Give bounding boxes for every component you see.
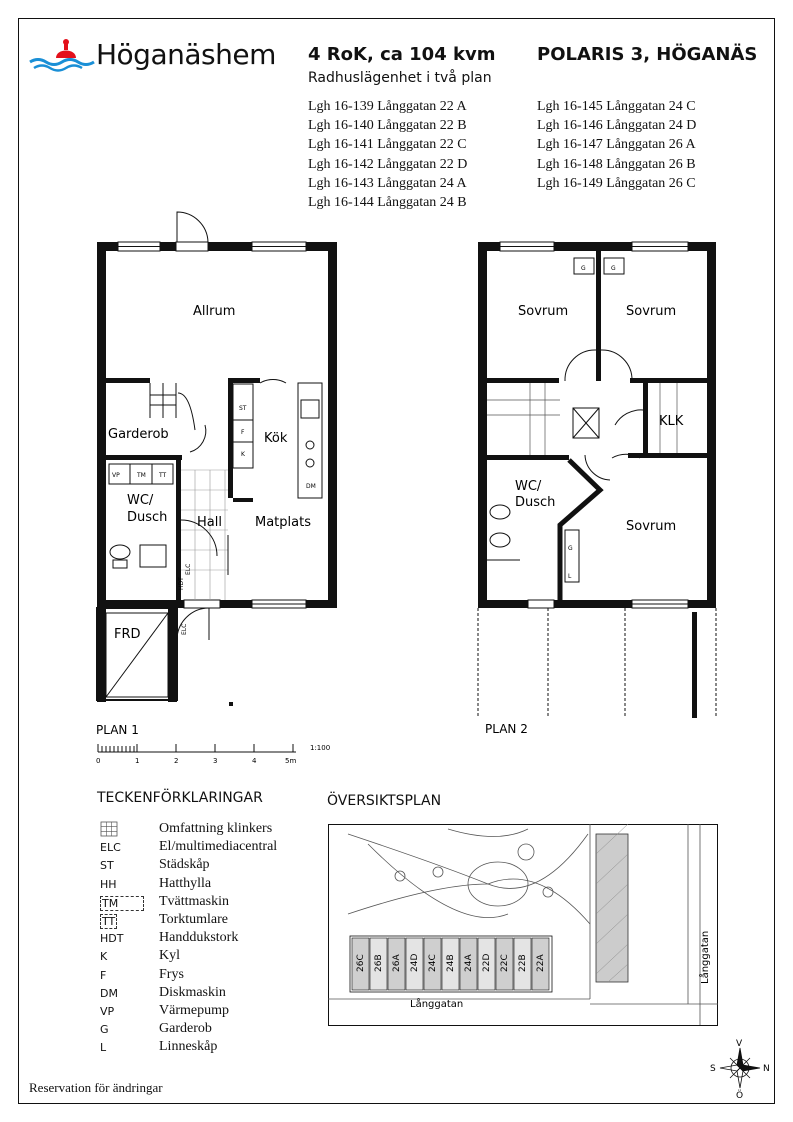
unit-item: Lgh 16-141 Långgatan 22 C bbox=[308, 137, 467, 153]
scale-bar bbox=[98, 744, 296, 752]
site-unit-label: 22D bbox=[482, 953, 492, 972]
room-allrum: Allrum bbox=[193, 304, 236, 319]
street-langgatan-right: Långgatan bbox=[700, 930, 711, 984]
site-unit-label: 26B bbox=[374, 954, 384, 972]
room-kok: Kök bbox=[264, 431, 288, 446]
apartment-title: 4 RoK, ca 104 kvm bbox=[308, 44, 496, 65]
site-plan-title: ÖVERSIKTSPLAN bbox=[327, 793, 442, 809]
compass-o: Ö bbox=[736, 1091, 744, 1100]
code-tt: TT bbox=[159, 472, 167, 479]
code-elc-frd: ELC bbox=[181, 623, 188, 635]
plan2-label: PLAN 2 bbox=[485, 722, 528, 736]
scale-tick: 2 bbox=[174, 757, 179, 765]
code-f: F bbox=[241, 429, 245, 436]
apartment-subtitle: Radhuslägenhet i två plan bbox=[308, 70, 492, 86]
code-g: G bbox=[568, 545, 573, 552]
site-unit-label: 26A bbox=[392, 954, 402, 972]
compass-v: V bbox=[736, 1039, 743, 1049]
site-unit-label: 24C bbox=[428, 954, 438, 972]
unit-item: Lgh 16-139 Långgatan 22 A bbox=[308, 99, 467, 114]
plan1-label: PLAN 1 bbox=[96, 723, 139, 737]
room-klk: KLK bbox=[659, 414, 684, 429]
unit-item: Lgh 16-142 Långgatan 22 D bbox=[308, 156, 468, 172]
room-dusch: Dusch bbox=[127, 510, 168, 525]
street-langgatan-bottom: Långgatan bbox=[410, 999, 464, 1010]
floorplan-sheet: Höganäshem 4 RoK, ca 104 kvm Radhuslägenhet i två plan POLARIS 3, HÖGANÄS Lgh 16-139 Långgatan 22 A Lgh 16-140 Långgatan 22 B Lgh 16-141 Långgatan 22 C Lgh 16-142 Långgatan 22 D Lgh 16-143 Långgatan 24 A Lgh 16-144 Långgatan 24 B Lgh 16-145 Långgatan 24 C Lgh 16-146 Långgatan 24 D Lgh 16-147 Långgatan 26 A Lgh 16-148 Långgatan 26 B Lgh 16-149 Långgatan 26 C Allrum Garderob Kök WC/ Dusch Hall Matplats FRD ST F K VP TM TT DM ELC HDT ELC PLAN 1 0 1 2 3 4 5m 1:100 Sovrum Sovrum Sovrum KLK WC/ Dusch G G G L PLAN 2 TECKENFÖRKLARINGAR Omfattning klinkers ELC El/multimediacentral ST Städskåp HH Hatthylla TM Tvättmaskin TT Torktumlare HDT Handdukstork K Kyl F Frys DM Diskmaskin VP Värmepump G Garderob L Linneskåp ÖVERSIKTSPLAN 26C 26B 26A 24D 24C 24B 24A 22D 22C 22B 22A Långgatan Långgatan V N S Ö Reservation för ändringar bbox=[0, 0, 793, 1122]
code-k: K bbox=[241, 451, 245, 458]
room-matplats: Matplats bbox=[255, 515, 311, 530]
scale-tick: 3 bbox=[213, 757, 218, 765]
unit-item: Lgh 16-147 Långgatan 26 A bbox=[537, 137, 696, 153]
unit-item: Lgh 16-143 Långgatan 24 A bbox=[308, 175, 467, 191]
room-wc-2: WC/ bbox=[515, 479, 542, 494]
code-g: G bbox=[581, 265, 586, 272]
unit-item: Lgh 16-149 Långgatan 26 C bbox=[537, 175, 696, 191]
site-unit-label: 26C bbox=[356, 954, 366, 972]
site-plan-map bbox=[328, 824, 718, 1026]
room-frd: FRD bbox=[114, 627, 141, 642]
scale-tick: 5m bbox=[285, 757, 297, 765]
code-vp: VP bbox=[112, 472, 120, 479]
scale-tick: 0 bbox=[96, 757, 101, 765]
site-unit-label: 24D bbox=[410, 953, 420, 972]
unit-item: Lgh 16-140 Långgatan 22 B bbox=[308, 118, 467, 134]
code-st: ST bbox=[239, 405, 247, 412]
unit-item: Lgh 16-148 Långgatan 26 B bbox=[537, 156, 696, 172]
unit-item: Lgh 16-144 Långgatan 24 B bbox=[308, 195, 467, 211]
compass-n: N bbox=[763, 1064, 770, 1074]
legend-title: TECKENFÖRKLARINGAR bbox=[97, 790, 263, 806]
code-l: L bbox=[568, 573, 572, 580]
room-wc: WC/ bbox=[127, 493, 154, 508]
site-unit-label: 22A bbox=[536, 954, 546, 972]
site-unit-label: 24B bbox=[446, 954, 456, 972]
compass-icon bbox=[708, 1036, 772, 1100]
code-elc: ELC bbox=[185, 563, 192, 575]
grid-icon bbox=[100, 821, 118, 837]
site-unit-label: 22C bbox=[500, 954, 510, 972]
code-dm: DM bbox=[306, 483, 316, 490]
code-tm: TM bbox=[137, 472, 146, 479]
code-hdt: HDT bbox=[178, 577, 185, 590]
code-g: G bbox=[611, 265, 616, 272]
room-sovrum-1: Sovrum bbox=[518, 304, 569, 319]
room-garderob: Garderob bbox=[108, 427, 169, 442]
scale-tick: 1 bbox=[135, 757, 140, 765]
compass-s: S bbox=[710, 1064, 716, 1074]
room-dusch-2: Dusch bbox=[515, 495, 556, 510]
unit-item: Lgh 16-145 Långgatan 24 C bbox=[537, 99, 696, 114]
site-unit-label: 22B bbox=[518, 954, 528, 972]
room-hall: Hall bbox=[197, 515, 222, 530]
reservation-note: Reservation för ändringar bbox=[29, 1080, 163, 1095]
unit-item: Lgh 16-146 Långgatan 24 D bbox=[537, 118, 697, 134]
project-name: POLARIS 3, HÖGANÄS bbox=[537, 44, 758, 65]
room-sovrum-3: Sovrum bbox=[626, 519, 677, 534]
scale-tick: 4 bbox=[252, 757, 257, 765]
room-sovrum-2: Sovrum bbox=[626, 304, 677, 319]
site-unit-label: 24A bbox=[464, 954, 474, 972]
brand-name: Höganäshem bbox=[96, 38, 276, 71]
scale-ratio: 1:100 bbox=[310, 744, 331, 752]
